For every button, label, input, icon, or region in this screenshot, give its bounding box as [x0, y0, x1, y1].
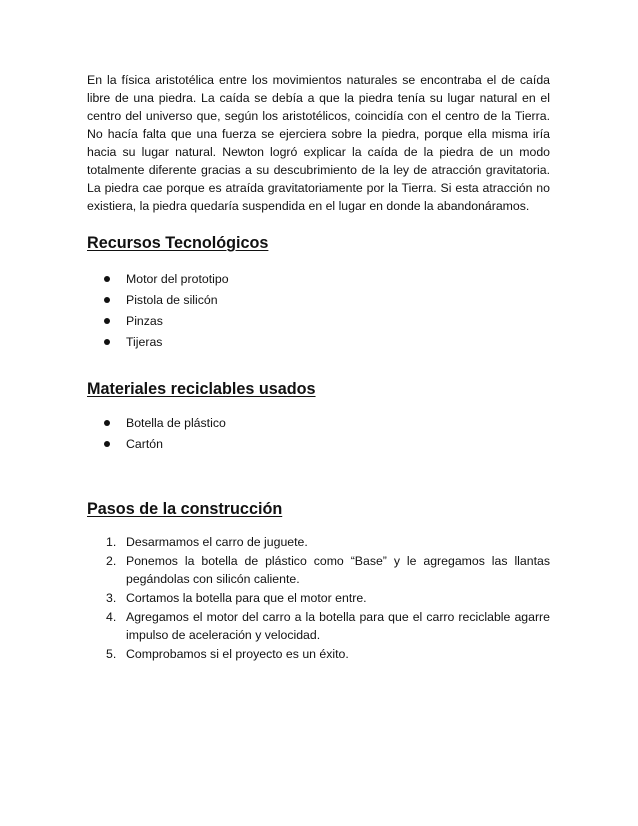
heading-recursos-tecnologicos: Recursos Tecnológicos: [87, 234, 269, 252]
list-item: [126, 290, 229, 311]
step-text: Comprobamos si el proyecto es un éxito.: [126, 647, 349, 661]
step-number: 1.: [106, 535, 117, 549]
list-item-label: Tijeras: [126, 335, 163, 349]
step-item: [106, 552, 550, 588]
intro-paragraph: En la física aristotélica entre los movimientos naturales se encontraba el de caída libre de una piedra. La caída se debía a que la piedra tenía su lugar natural en el centro del universo que, según los aristotélicos, coincidía con el centro de la Tierra. No hacía falta que una fuerza se ejerciera sobre la piedra, porque ella misma iría hacia su lugar natural. Newton logró explicar la caída de la piedra de un modo totalmente diferente gracias a su descubrimiento de la ley de atracción gravitatoria. La piedra cae porque es atraída gravitatoriamente por la Tierra. Si esta atracción no existiera, la piedra quedaría suspendida en el lugar en donde la abandonáramos.: [87, 73, 550, 213]
step-item: [106, 645, 550, 663]
list-item: [126, 434, 226, 455]
bullet-icon: [104, 318, 110, 324]
list-item-label: Motor del prototipo: [126, 272, 229, 286]
list-item: [126, 311, 229, 332]
step-item: [106, 533, 550, 551]
bullet-icon: [104, 276, 110, 282]
list-item: [126, 332, 229, 353]
step-number: 4.: [106, 610, 117, 624]
step-item: [106, 589, 550, 607]
step-text: Cortamos la botella para que el motor entre.: [126, 591, 367, 605]
list-item: [126, 269, 229, 290]
list-item-label: Pistola de silicón: [126, 293, 218, 307]
list-item: [126, 413, 226, 434]
pasos-list: [106, 533, 550, 664]
step-text: Desarmamos el carro de juguete.: [126, 535, 308, 549]
materiales-list: [126, 413, 226, 455]
step-text: Agregamos el motor del carro a la botella para que el carro reciclable agarre impulso de aceleración y velocidad.: [126, 610, 550, 642]
bullet-icon: [104, 339, 110, 345]
step-number: 5.: [106, 647, 117, 661]
step-number: 2.: [106, 554, 117, 568]
heading-pasos-construccion: Pasos de la construcción: [87, 500, 283, 518]
list-item-label: Cartón: [126, 437, 163, 451]
recursos-list: [126, 269, 229, 353]
bullet-icon: [104, 420, 110, 426]
step-number: 3.: [106, 591, 117, 605]
heading-materiales-reciclables: Materiales reciclables usados: [87, 380, 316, 398]
step-text: Ponemos la botella de plástico como “Base” y le agregamos las llantas pegándolas con silicón caliente.: [126, 554, 550, 586]
step-item: [106, 608, 550, 644]
list-item-label: Pinzas: [126, 314, 163, 328]
bullet-icon: [104, 441, 110, 447]
list-item-label: Botella de plástico: [126, 416, 226, 430]
bullet-icon: [104, 297, 110, 303]
